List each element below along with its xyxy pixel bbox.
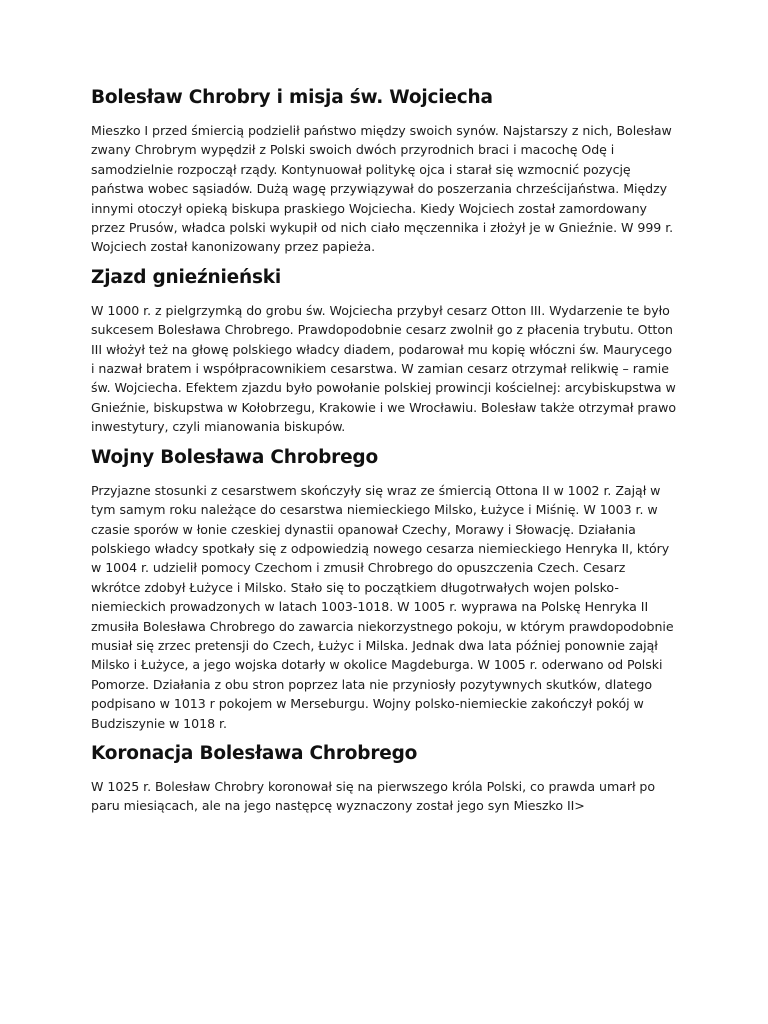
section-heading: Wojny Bolesława Chrobrego xyxy=(91,446,378,468)
section-wojny xyxy=(91,446,677,733)
section-boleslaw-misja xyxy=(91,86,677,257)
section-heading: Zjazd gnieźnieński xyxy=(91,266,282,288)
section-paragraph: W 1000 r. z pielgrzymką do grobu św. Wojciecha przybył cesarz Otton III. Wydarzenie te było sukcesem Bolesława Chrobrego. Prawdopodobnie cesarz zwolnił go z płacenia trybutu. Otton III włożył też na głowę polskiego władcy diadem, podarował mu kopię włóczni św. Maurycego i nazwał bratem i współpracownikiem cesarstwa. W zamian cesarz otrzymał relikwię – ramie św. Wojciecha. Efektem zjazdu było powołanie polskiej prowincji kościelnej: arcybiskupstwa w Gnieźnie, biskupstwa w Kołobrzegu, Krakowie i we Wrocławiu. Bolesław także otrzymał prawo inwestytury, czyli mianowania biskupów. xyxy=(91,302,676,435)
section-zjazd-gnieznienski xyxy=(91,266,677,437)
section-koronacja xyxy=(91,742,677,816)
section-paragraph: Przyjazne stosunki z cesarstwem skończyły się wraz ze śmiercią Ottona II w 1002 r. Zajął w tym samym roku należące do cesarstwa niemieckiego Milsko, Łużyce i Miśnię. W 1003 r. w czasie sporów w łonie czeskiej dynastii opanował Czechy, Morawy i Słowację. Działania polskiego władcy spotkały się z odpowiedzią nowego cesarza niemieckiego Henryka II, który w 1004 r. udzielił pomocy Czechom i zmusił Chrobrego do opuszczenia Czech. Cesarz wkrótce zdobył Łużyce i Milsko. Stało się to początkiem długotrwałych wojen polsko-niemieckich prowadzonych w latach 1003-1018. W 1005 r. wyprawa na Polskę Henryka II zmusiła Bolesława Chrobrego do zawarcia niekorzystnego pokoju, w którym prawdopodobnie musiał się zrzec pretensji do Czech, Łużyc i Milska. Jednak dwa lata później ponownie zajął Milsko i Łużyce, a jego wojska dotarły w okolice Magdeburga. W 1005 r. oderwano od Polski Pomorze. Działania z obu stron poprzez lata nie przyniosły pozytywnych skutków, dlatego podpisano w 1013 r pokojem w Merseburgu. Wojny polsko-niemieckie zakończył pokój w Budziszynie w 1018 r. xyxy=(91,482,674,731)
section-heading: Bolesław Chrobry i misja św. Wojciecha xyxy=(91,87,493,108)
document-page xyxy=(91,86,677,825)
section-paragraph: Mieszko I przed śmiercią podzielił państwo między swoich synów. Najstarszy z nich, Bolesław zwany Chrobrym wypędził z Polski swoich dwóch przyrodnich braci i macochę Odę i samodzielnie rozpoczął rządy. Kontynuował politykę ojca i starał się wzmocnić pozycję państwa wobec sąsiadów. Dużą wagę przywiązywał do poszerzania chrześcijaństwa. Między innymi otoczył opieką biskupa praskiego Wojciecha. Kiedy Wojciech został zamordowany przez Prusów, władca polski wykupił od nich ciało męczennika i złożył je w Gnieźnie. W 999 r. Wojciech został kanonizowany przez papieża. xyxy=(91,123,674,255)
section-paragraph: W 1025 r. Bolesław Chrobry koronował się na pierwszego króla Polski, co prawda umarł po paru miesiącach, ale na jego następcę wyznaczony został jego syn Mieszko II> xyxy=(91,778,656,814)
section-heading: Koronacja Bolesława Chrobrego xyxy=(91,742,418,764)
